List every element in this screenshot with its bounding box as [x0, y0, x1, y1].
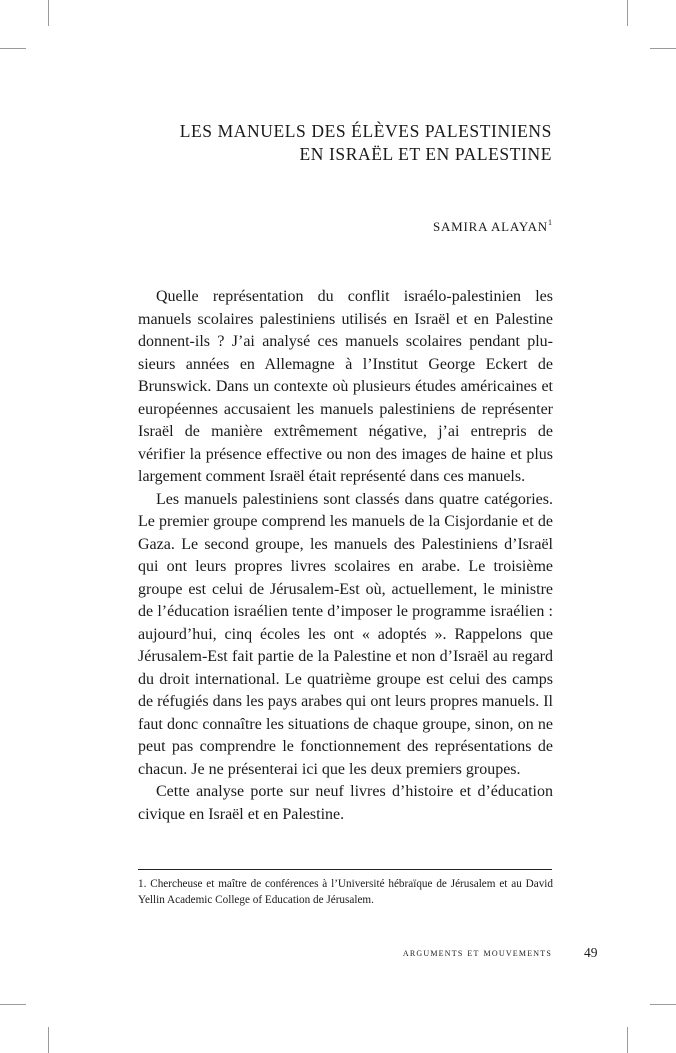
crop-mark-top-left-h: [0, 48, 26, 49]
crop-mark-bottom-right-h: [650, 1004, 676, 1005]
article-body: [138, 286, 553, 826]
footnote-reference[interactable]: 1: [548, 218, 552, 227]
running-footer-title: arguments et mouvements: [402, 947, 552, 959]
crop-mark-bottom-left-h: [0, 1004, 26, 1005]
body-paragraph-1: Quelle représentation du conflit israélo-palestinien les manuels scolaires palestiniens utilisés en Israël et en Palestine donnent-ils ? J’ai analysé ces manuels scolaires pendant plusieurs années en Allemagne à l’Institut George Eckert de Brunswick. Dans un contexte où plusieurs études américaines et européennes accusaient les manuels palestiniens de représenter Israël de manière extrêmement négative, j’ai entrepris de vérifier la présence effective ou non des images de haine et plus largement comment Israël était représenté dans ces manuels.: [138, 288, 553, 485]
author-name: SAMIRA ALAYAN: [432, 219, 548, 234]
crop-mark-top-right: [627, 0, 628, 26]
author-byline: [433, 219, 552, 235]
footnote: 1. Chercheuse et maître de conférences à l’Université hébraïque de Jérusalem et au David Yellin Academic College of Education de Jérusalem.: [138, 878, 553, 906]
footnote-divider: [138, 869, 552, 870]
article-title-line-1: LES MANUELS DES ÉLÈVES PALESTINIENS: [179, 121, 552, 141]
crop-mark-top-right-h: [650, 48, 676, 49]
body-paragraph-3: Cette analyse porte sur neuf livres d’histoire et d’éducation civique en Israël et en Palestine.: [138, 783, 553, 823]
crop-mark-bottom-left: [48, 1027, 49, 1053]
article-title-line-2: EN ISRAËL ET EN PALESTINE: [299, 144, 552, 164]
crop-mark-bottom-right: [627, 1027, 628, 1053]
crop-mark-top-left: [48, 0, 49, 26]
article-title: [112, 120, 552, 166]
page-number: 49: [584, 945, 598, 960]
body-paragraph-2: Les manuels palestiniens sont classés dans quatre catégories. Le premier groupe comprend les manuels de la Cisjordanie et de Gaza. Le second groupe, les manuels des Palestiniens d’Israël qui ont leurs propres livres scolaires en arabe. Le troisième groupe est celui de Jérusalem-Est où, actuellement, le ministre de l’éducation israélien tente d’imposer le programme israélien : aujourd’hui, cinq écoles les ont « adoptés ». Rappelons que Jérusalem-Est fait partie de la Palestine et non d’Israël au regard du droit international. Le quatrième groupe est celui des camps de réfugiés dans les pays arabes qui ont leurs propres manuels. Il faut donc connaître les situations de chaque groupe, sinon, on ne peut pas comprendre le fonctionnement des représentations de chacun. Je ne présenterai ici que les deux premiers groupes.: [138, 490, 553, 778]
